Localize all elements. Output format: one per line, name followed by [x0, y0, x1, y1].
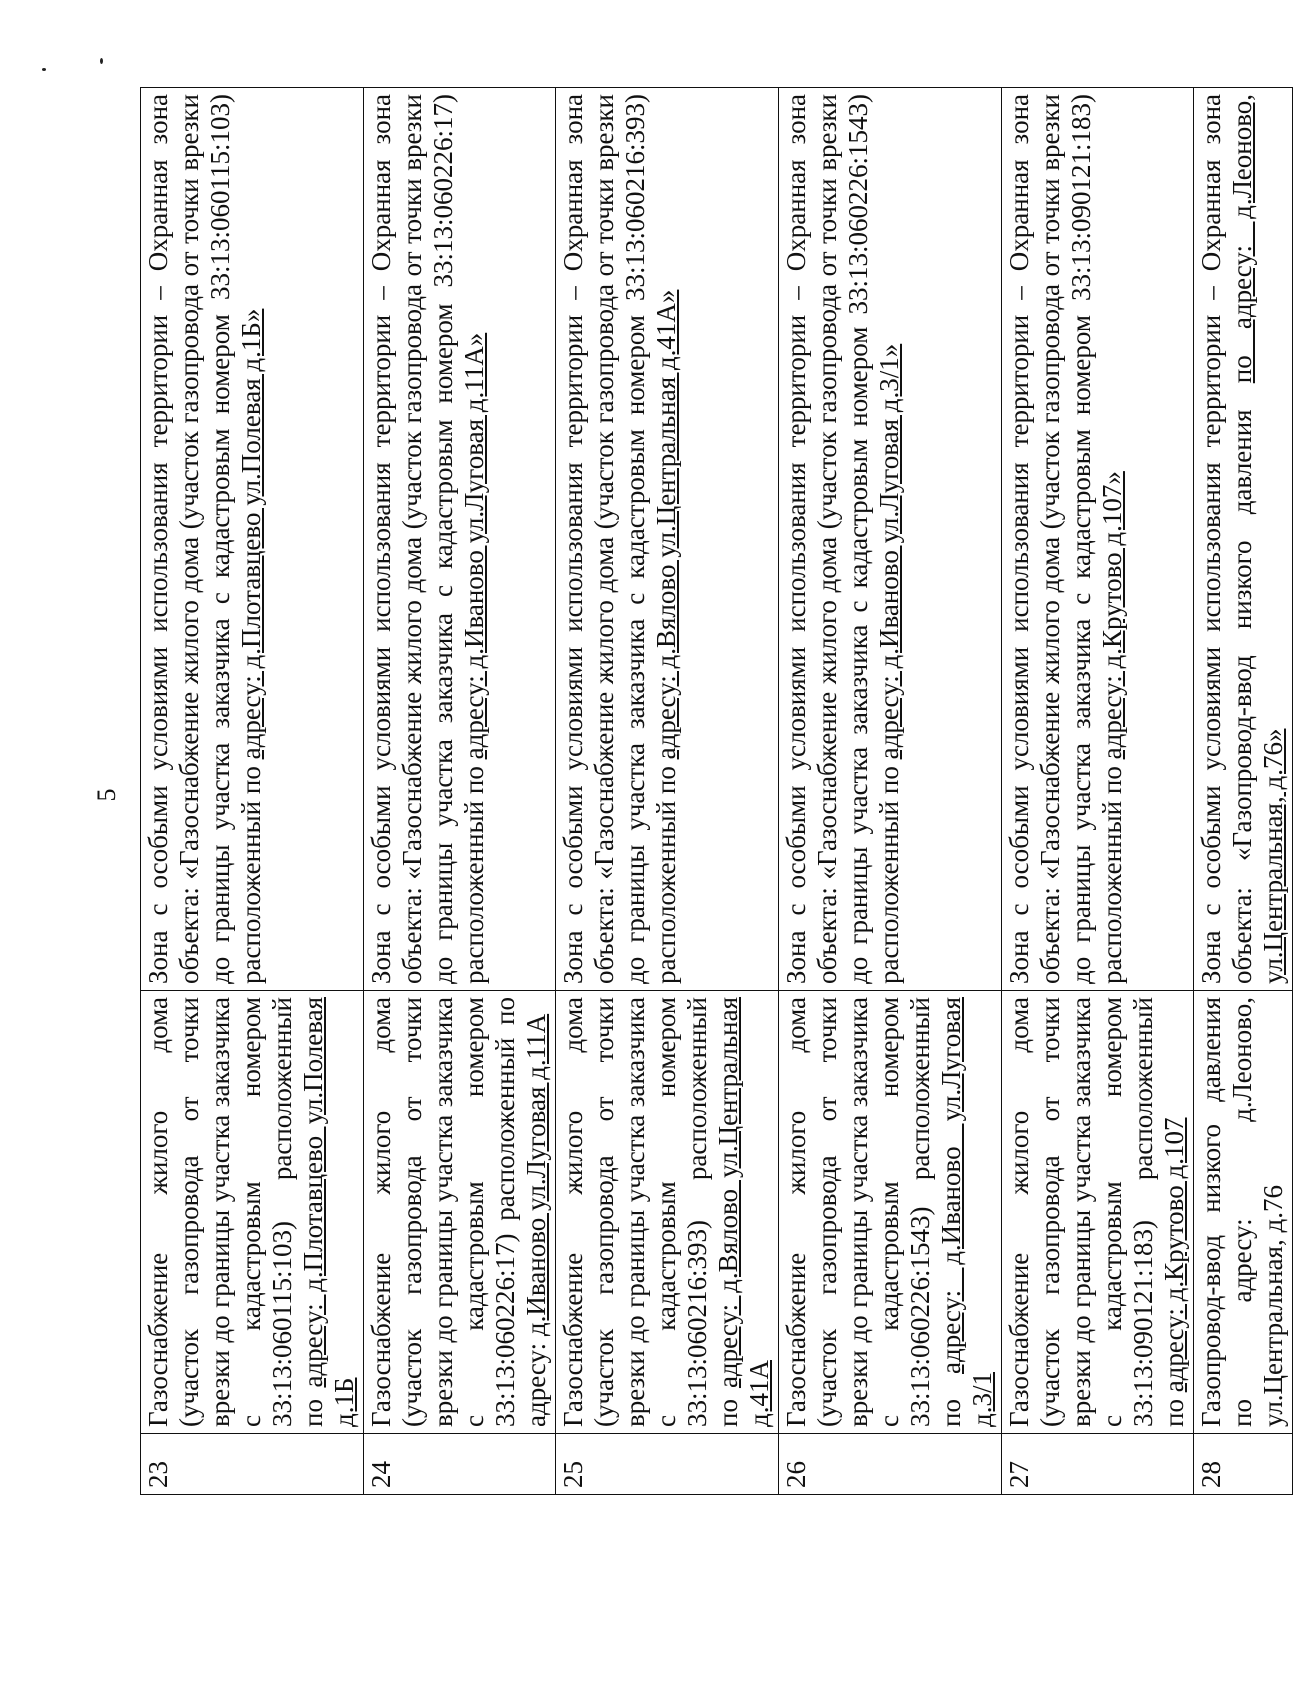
zone-description: Зона с особыми условиями использования территории – Охранная зона объекта: «Газоснабжение жилого дома (участок газопровода от точки врезки до границы участка заказчика с кадастровым номером 33:13:060115:103) расположенный по	[143, 94, 266, 984]
object-address: адресу: д.Иваново ул.Луговая д.3/1	[936, 997, 997, 1427]
zone-address: адресу: д.Иваново ул.Луговая д.3/1»	[874, 343, 904, 760]
row-number: 26	[779, 1434, 1002, 1495]
zone-description-cell	[141, 88, 364, 991]
object-name: Газоснабжение жилого дома (участок газопровода от точки врезки до границы участка заказчика с кадастровым номером 33:13:060226:1543) расположенный по	[781, 997, 966, 1427]
row-number: 24	[364, 1434, 556, 1495]
rotated-page-content	[92, 93, 1288, 1495]
object-name: Газоснабжение жилого дома (участок газопровода от точки врезки до границы участка заказчика с кадастровым номером 33:13:060226:17) расположенный по адресу:	[366, 997, 551, 1427]
zone-address: адресу: д.Вялово ул.Центральная д.41А»	[651, 289, 681, 760]
object-name-cell	[1002, 991, 1194, 1434]
row-number: 25	[556, 1434, 779, 1495]
zone-address: адресу: д.Плотавцево ул.Полевая д.1Б»	[236, 308, 266, 760]
table-row	[141, 88, 364, 1495]
object-name-cell	[1194, 991, 1293, 1434]
zone-description-cell	[1194, 88, 1293, 991]
object-name: Газоснабжение жилого дома (участок газопровода от точки врезки до границы участка заказчика с кадастровым номером 33:13:090121:183) расположенный по	[1004, 997, 1189, 1427]
object-name: Газоснабжение жилого дома (участок газопровода от точки врезки до границы участка заказчика с кадастровым номером 33:13:060115:103) расположенный по	[143, 997, 328, 1427]
object-name-cell	[779, 991, 1002, 1434]
zone-description: Зона с особыми условиями использования территории – Охранная зона объекта: «Газоснабжение жилого дома (участок газопровода от точки врезки до границы участка заказчика с кадастровым номером 33:13:060226:17) расположенный по	[366, 94, 489, 984]
object-address: адресу: д.Плотавцево ул.Полевая д.1Б	[298, 997, 359, 1427]
object-name: Газопровод-ввод низкого давления по адресу: д.Леоново, ул.Центральная, д.76	[1196, 997, 1288, 1427]
table-row	[779, 88, 1002, 1495]
zone-description: Зона с особыми условиями использования территории – Охранная зона объекта: «Газопровод-ввод низкого давления	[1196, 94, 1257, 984]
zones-table	[140, 87, 1293, 1495]
zone-address: адресу: д.Иваново ул.Луговая д.11А»	[459, 332, 489, 760]
row-number: 27	[1002, 1434, 1194, 1495]
table-row	[364, 88, 556, 1495]
zone-description: Зона с особыми условиями использования территории – Охранная зона объекта: «Газоснабжение жилого дома (участок газопровода от точки врезки до границы участка заказчика с кадастровым номером 33:13:060226:1543) расположенный по	[781, 94, 904, 984]
table-row	[1002, 88, 1194, 1495]
object-name-cell	[141, 991, 364, 1434]
table-row	[556, 88, 779, 1495]
object-name-cell	[364, 991, 556, 1434]
page-number: 5	[92, 788, 121, 802]
row-number: 23	[141, 1434, 364, 1495]
zone-address: адресу: д.Крутово д.107»	[1097, 471, 1127, 760]
zone-description-cell	[1002, 88, 1194, 991]
scan-speck	[42, 68, 46, 71]
table-row	[1194, 88, 1293, 1495]
object-name-cell	[556, 991, 779, 1434]
object-address: д.Иваново ул.Луговая д.11А	[521, 1013, 551, 1337]
zone-description-cell	[364, 88, 556, 991]
zone-description-cell	[779, 88, 1002, 991]
row-number: 28	[1194, 1434, 1293, 1495]
object-name: Газоснабжение жилого дома (участок газопровода от точки врезки до границы участка заказчика с кадастровым номером 33:13:060216:393) расположенный по	[558, 997, 743, 1427]
zone-description-cell	[556, 88, 779, 991]
scan-speck	[100, 58, 103, 64]
zone-description: Зона с особыми условиями использования территории – Охранная зона объекта: «Газоснабжение жилого дома (участок газопровода от точки врезки до границы участка заказчика с кадастровым номером 33:13:060216:393) расположенный по	[558, 94, 681, 984]
object-address: адресу: д.Крутово д.107	[1159, 1117, 1189, 1393]
object-address: адресу: д.Вялово ул.Центральная д.41А	[713, 996, 774, 1427]
zone-description: Зона с особыми условиями использования территории – Охранная зона объекта: «Газоснабжение жилого дома (участок газопровода от точки врезки до границы участка заказчика с кадастровым номером 33:13:090121:183) расположенный по	[1004, 94, 1127, 984]
zone-address: по адресу: д.Леоново, ул.Центральная, д.76»	[1227, 93, 1288, 984]
